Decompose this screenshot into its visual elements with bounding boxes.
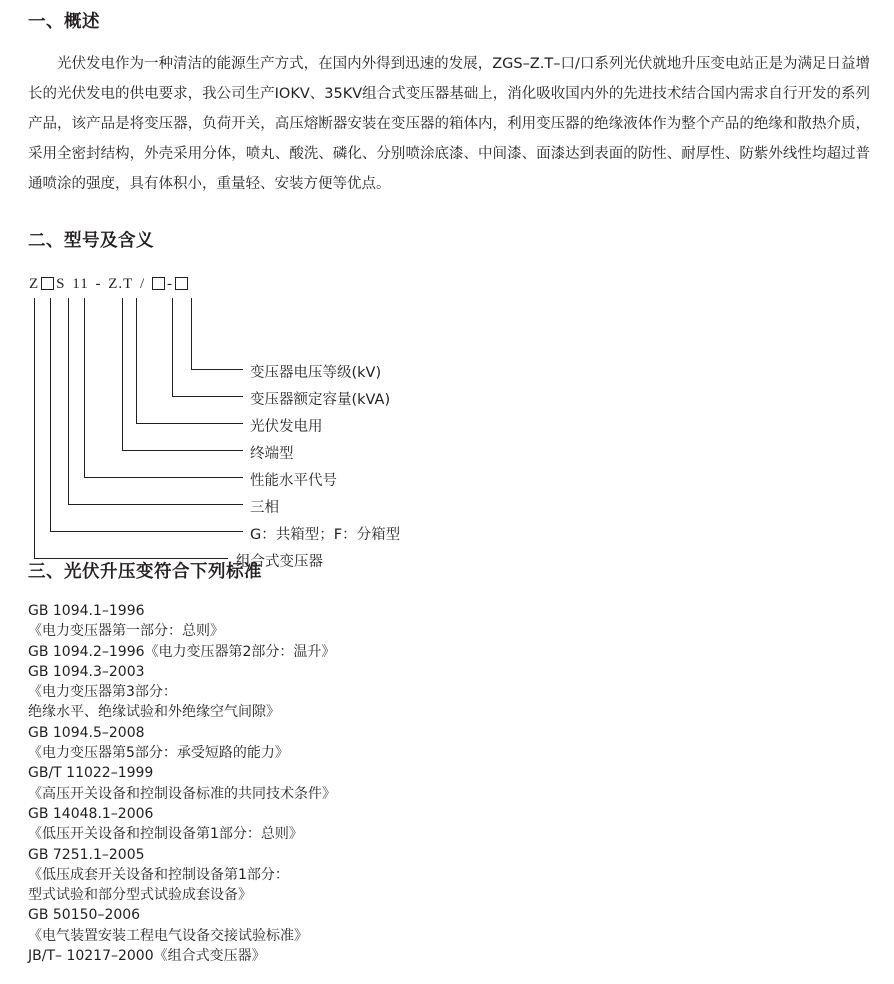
leader-line-v-4 — [122, 298, 123, 450]
standard-item: 《高压开关设备和控制设备标准的共同技术条件》 — [28, 785, 336, 802]
leader-line-h-5 — [84, 477, 243, 478]
leader-line-h-1 — [191, 369, 243, 370]
standard-item: GB 7251.1–2005 — [28, 846, 145, 863]
standard-item: GB 1094.5–2008 — [28, 724, 145, 741]
standard-item: 《电力变压器第3部分： — [28, 684, 177, 701]
leader-line-v-2 — [172, 298, 173, 396]
leader-line-h-3 — [136, 423, 243, 424]
standard-item: GB 1094.3–2003 — [28, 663, 145, 680]
section-heading-standards: 三、光伏升压变符合下列标准 — [28, 562, 262, 582]
leader-line-h-2 — [172, 396, 243, 397]
standard-item: 《电气装置安装工程电气设备交接试验标准》 — [28, 927, 308, 944]
leader-line-v-7 — [50, 298, 51, 531]
standard-item: 型式试验和部分型式试验成套设备》 — [28, 887, 252, 904]
overview-paragraph: 光伏发电作为一种清洁的能源生产方式，在国内外得到迅速的发展，ZGS–Z.T–口/口系列光伏就地升压变电站正是为满足日益增长的光伏发电的供电要求，我公司生产IOKV、35KV组合式变压器基础上，消化吸收国内外的先进技术结合国内需求自行开发的系列产品，该产品是将变压器，负荷开关，高压熔断器安装在变压器的箱体内，利用变压器的绝缘液体作为整个产品的绝缘和散热介质，采用全密封结构，外壳采用分体，喷丸、酸洗、磷化、分别喷涂底漆、中间漆、面漆达到表面的防性、耐厚性、防紫外线性均超过普通喷涂的强度，具有体积小，重量轻、安装方便等优点。 — [28, 56, 870, 192]
model-label-7: G：共箱型；F：分箱型 — [250, 527, 401, 543]
section-model — [0, 227, 894, 570]
code-box-3 — [175, 277, 188, 290]
leader-line-v-5 — [84, 298, 85, 477]
model-code: Z S 11 - Z.T / - — [28, 276, 189, 293]
model-diagram — [0, 276, 894, 570]
standard-item: GB/T 11022–1999 — [28, 765, 154, 782]
section-overview — [0, 8, 894, 199]
code-box-1 — [41, 277, 54, 290]
standard-item: JB/T– 10217–2000《组合式变压器》 — [28, 948, 266, 965]
standard-item: 《低压成套开关设备和控制设备第1部分： — [28, 866, 289, 883]
model-label-3: 光伏发电用 — [250, 419, 323, 435]
leader-line-h-4 — [122, 450, 243, 451]
model-label-6: 三相 — [250, 500, 279, 516]
model-label-5: 性能水平代号 — [250, 473, 337, 489]
leader-line-h-6 — [68, 504, 243, 505]
standard-item: 《电力变压器第5部分：承受短路的能力》 — [28, 745, 289, 762]
leader-line-v-3 — [136, 298, 137, 423]
standard-item: 《电力变压器第一部分：总则》 — [28, 623, 224, 640]
leader-line-v-8 — [34, 298, 35, 558]
code-box-2 — [152, 277, 165, 290]
section-heading-model: 二、型号及含义 — [28, 231, 154, 251]
section-standards — [0, 558, 894, 966]
model-label-8: 组合式变压器 — [236, 554, 323, 570]
leader-line-v-6 — [68, 298, 69, 504]
model-label-2: 变压器额定容量(kVA) — [250, 392, 391, 408]
model-label-4: 终端型 — [250, 446, 294, 462]
standard-item: GB 1094.2–1996《电力变压器第2部分：温升》 — [28, 643, 336, 660]
standard-item: 《低压开关设备和控制设备第1部分：总则》 — [28, 826, 303, 843]
leader-line-v-1 — [191, 298, 192, 369]
standard-item: GB 1094.1–1996 — [28, 603, 145, 619]
section-heading-overview: 一、概述 — [28, 12, 100, 32]
leader-line-h-7 — [50, 531, 243, 532]
standard-item: GB 50150–2006 — [28, 907, 141, 924]
standard-item: GB 14048.1–2006 — [28, 805, 154, 822]
model-label-1: 变压器电压等级(kV) — [250, 365, 382, 381]
standards-list — [28, 601, 894, 966]
standard-item: 绝缘水平、绝缘试验和外绝缘空气间隙》 — [28, 704, 280, 721]
